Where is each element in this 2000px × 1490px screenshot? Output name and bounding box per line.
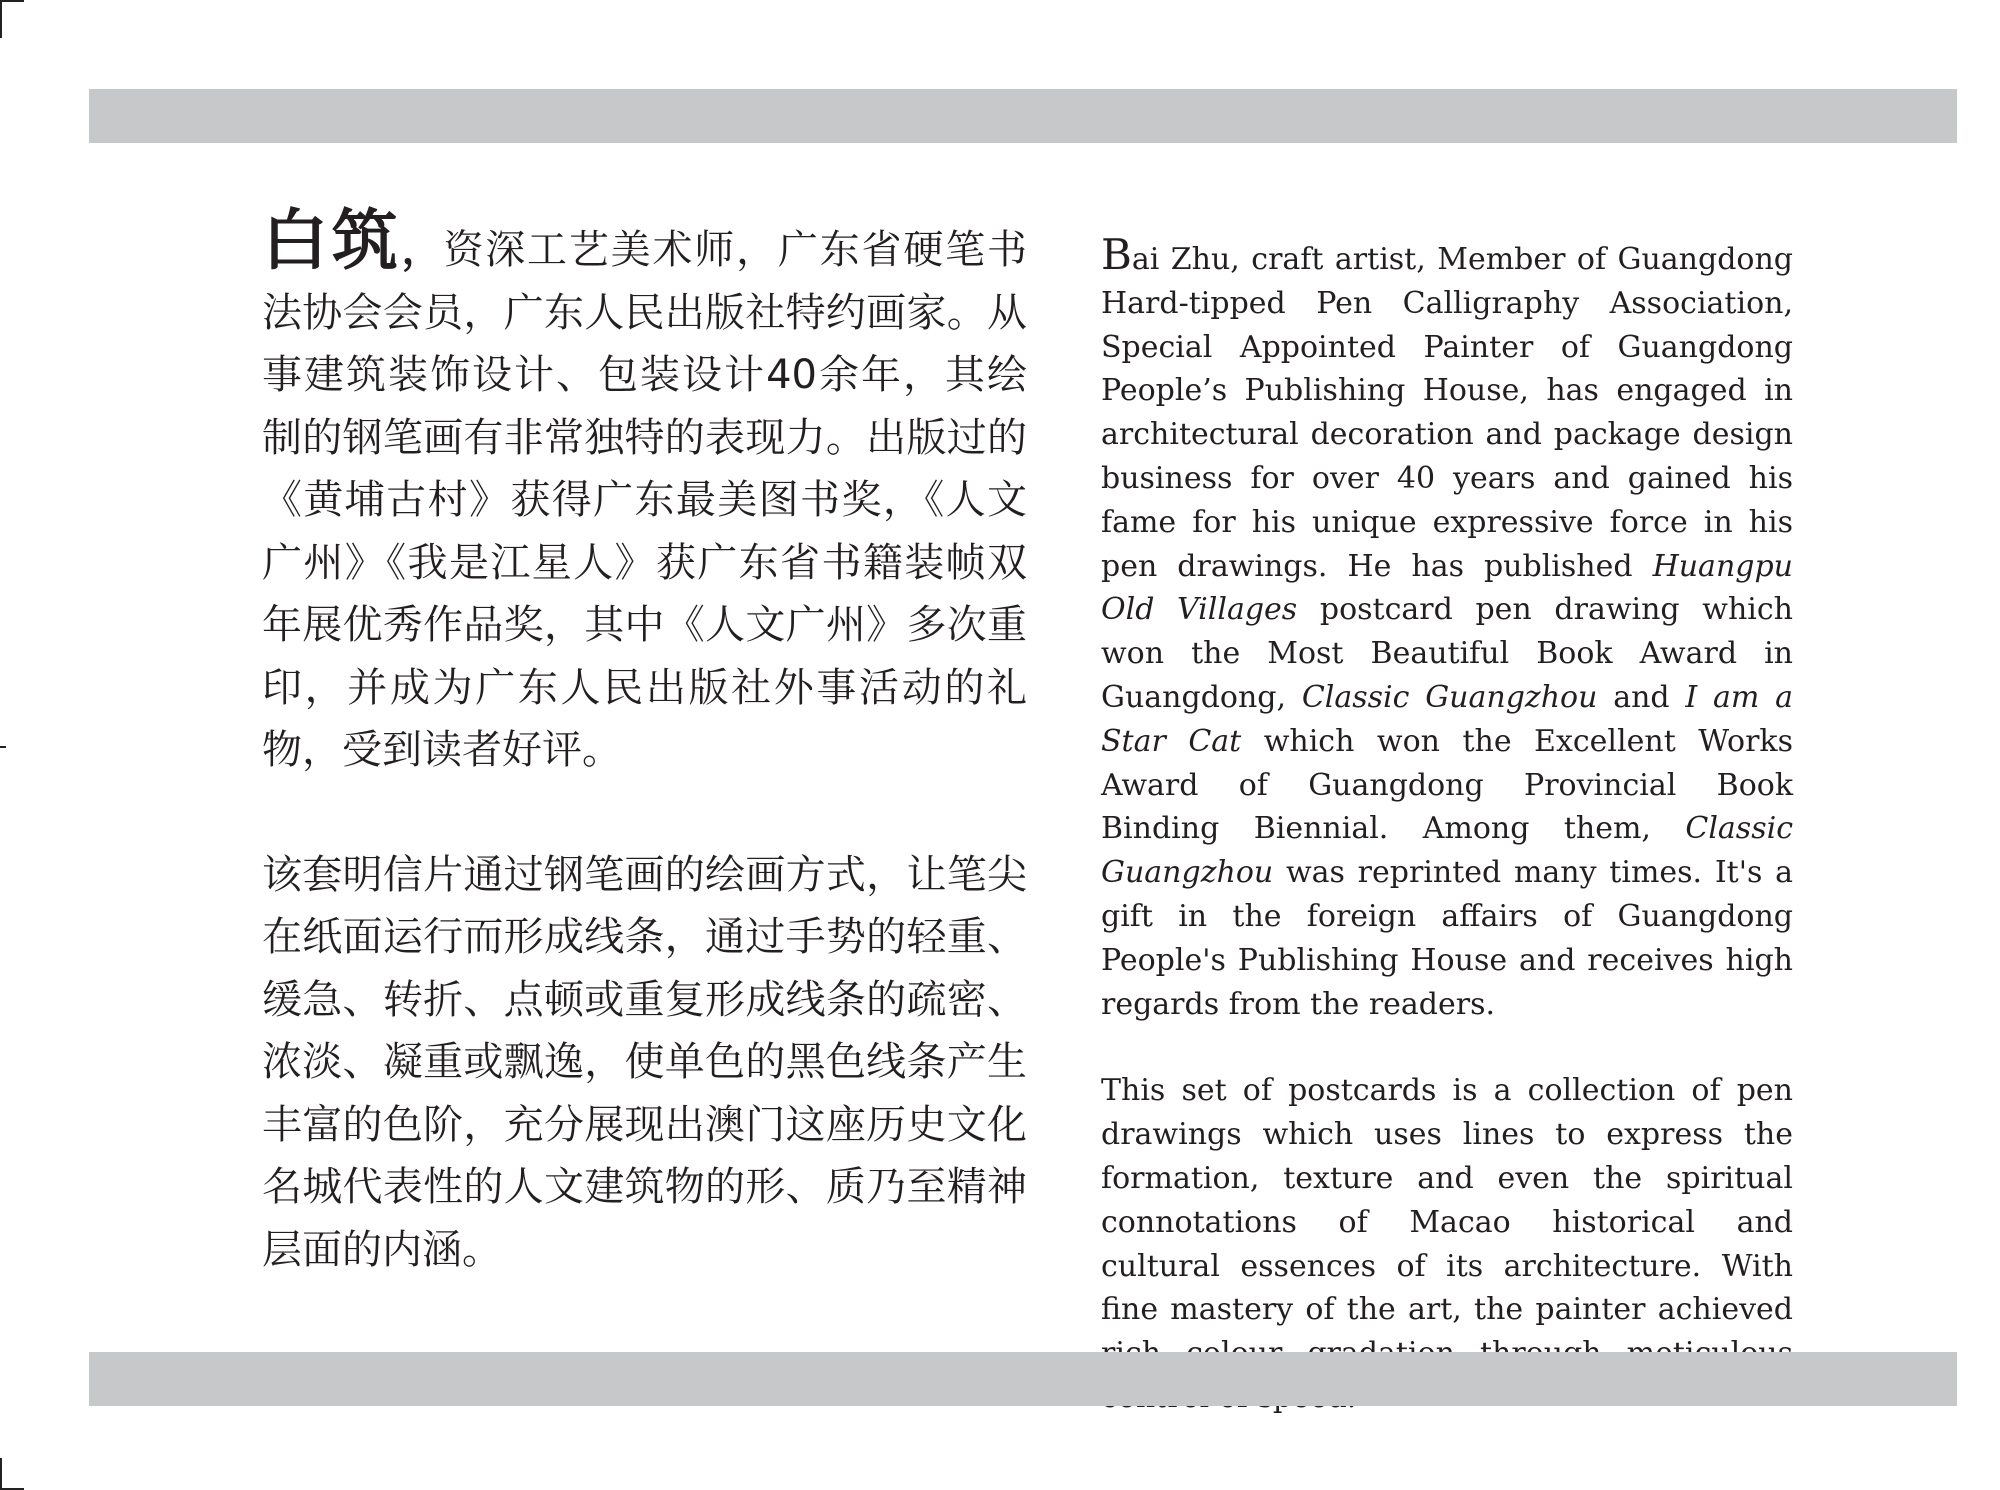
chinese-bio-text: 资深工艺美术师，广东省硬笔书法协会会员，广东人民出版社特约画家。从事建筑装饰设计、包装设计40余年，其绘制的钢笔画有非常独特的表现力。出版过的《黄埔古村》获得广东最美图书奖，《人文广州》《我是江星人》获广东省书籍装帧双年展优秀作品奖，其中《人文广州》多次重印，并成为广东人民出版社外事活动的礼物，受到读者好评。 bbox=[262, 227, 1027, 773]
crop-mark-left-middle bbox=[0, 746, 6, 748]
english-description-paragraph: This set of postcards is a collection of pen drawings which uses lines to express the formation, texture and even the spiritual connotations of Macao historical and cultural essences of its architecture. With fine mastery of the art, the painter achieved bbox=[1101, 1073, 1793, 1328]
book-title-classic-guangzhou: Classic Guangzhou bbox=[1301, 679, 1598, 715]
english-bio-text-5: was reprinted many times. It's a gift in the foreign affairs of Guangdong People's Publishing House and receives high regards from the readers. bbox=[1101, 855, 1793, 1022]
chinese-bio-paragraph bbox=[262, 202, 1027, 782]
top-grey-band bbox=[89, 89, 1957, 143]
crop-mark-bottom-left-vertical bbox=[0, 1458, 2, 1490]
book-title-i-am-a-star-cat: I am a Star Cat bbox=[1101, 679, 1794, 759]
english-bio-text-3: and bbox=[1597, 679, 1686, 715]
book-title-huangpu-old-villages: Huangpu Old Villages bbox=[1101, 548, 1793, 628]
bottom-grey-band bbox=[89, 1352, 1957, 1406]
chinese-text-column bbox=[262, 202, 1027, 1281]
artist-name-comma: ， bbox=[401, 227, 444, 273]
crop-mark-top-left-horizontal bbox=[0, 0, 24, 2]
english-bio-text-4: which won the Excellent Works Award of Guangdong Provincial Book Binding Biennial. Among them, bbox=[1101, 723, 1794, 847]
english-bio-dropcap: B bbox=[1101, 230, 1132, 279]
chinese-description-paragraph: 该套明信片通过钢笔画的绘画方式，让笔尖在纸面运行而形成线条，通过手势的轻重、缓急、转折、点顿或重复形成线条的疏密、浓淡、凝重或飘逸，使单色的黑色线条产生丰富的色阶，充分展现出澳门这座历史文化名城代表性的人文建筑物的形、质乃至精神层面的内涵。 bbox=[262, 851, 1027, 1273]
english-bio-paragraph bbox=[1101, 230, 1794, 1026]
artist-name-heading: 白筑 bbox=[262, 202, 402, 279]
english-bio-text-2: postcard pen drawing which won the Most Beautiful Book Award in Guangdong, bbox=[1101, 592, 1794, 715]
english-bio-text-1: ai Zhu, craft artist, Member of Guangdong Hard-tipped Pen Calligraphy Association, Special Appointed Painter of Guangdong People’s Publishing House, has engaged in architectural decoration and package design business for over 40 years and gained his fame for his unique expressive force in his pen drawings. He has published bbox=[1101, 242, 1793, 584]
crop-mark-top-left-vertical bbox=[0, 0, 2, 38]
english-text-column bbox=[1101, 230, 1794, 1420]
book-title-classic-guangzhou-2: Classic Guangzhou bbox=[1101, 811, 1793, 891]
